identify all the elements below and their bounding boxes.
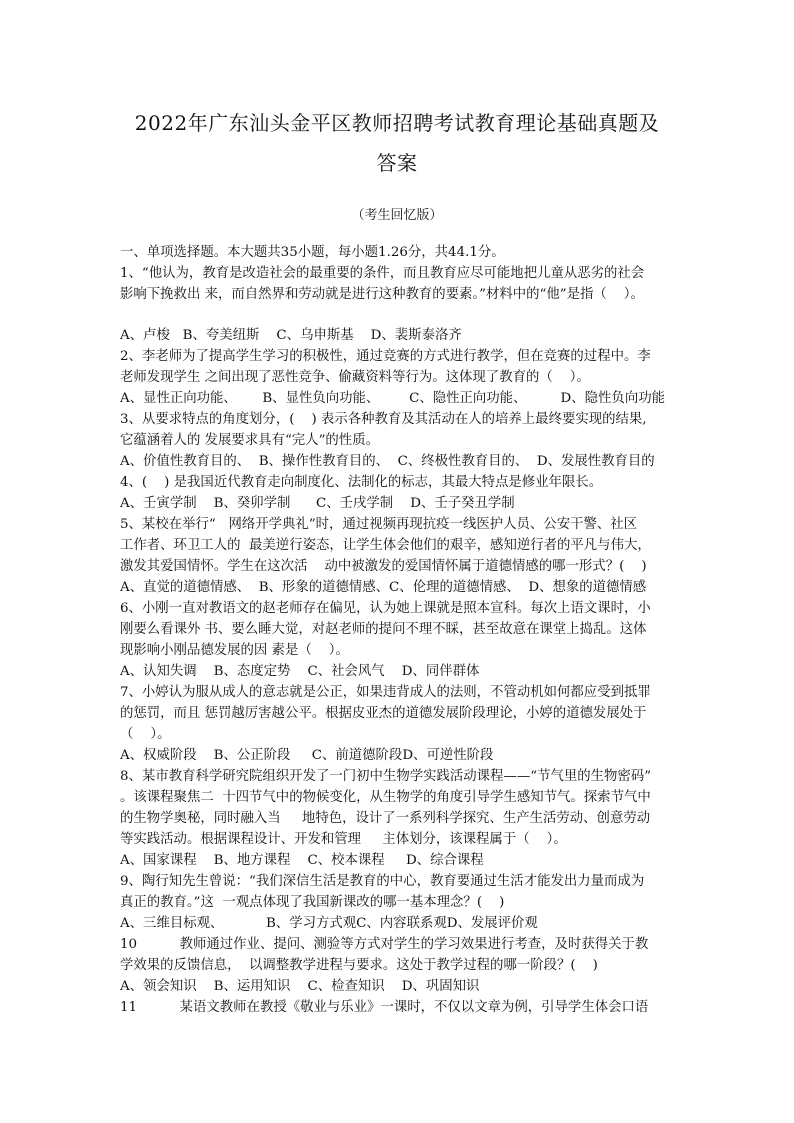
document-title-line-2: 答案 xyxy=(376,151,418,175)
question-9-options: A、三维目标观、 B、学习方式观C、内容联系观D、发展评价观 xyxy=(120,916,538,931)
question-10-text: 10 教师通过作业、提问、测验等方式对学生的学习效果进行考查，及时获得关于教 xyxy=(120,937,649,952)
question-5-text: 5、某校在举行“ 网络开学典礼”时，通过视频再现抗疫一线医护人员、公安干警、社区 xyxy=(120,517,638,532)
question-4-options: A、壬寅学制 B、癸卯学制 C、壬戌学制 D、壬子癸丑学制 xyxy=(120,496,515,511)
question-7-text: （ ）。 xyxy=(120,727,171,742)
question-11-text: 11 某语文教师在教授《敬业与乐业》一课时，不仅以文章为例，引导学生体会口语 xyxy=(120,1000,649,1015)
question-10-text: 学效果的反馈信息， 以调整教学进程与要求。这处于教学过程的哪一阶段？( ) xyxy=(120,958,598,973)
question-7-text: 7、小婷认为服从成人的意志就是公正，如果违背成人的法则，不管动机如何都应受到抵罪 xyxy=(120,685,651,700)
question-1-text: 1、“他认为，教育是改造社会的最重要的条件，而且教育应尽可能地把儿童从恶劣的社会 xyxy=(120,266,645,281)
question-6-text: 6、小刚一直对教语文的赵老师存在偏见，认为她上课就是照本宣科。每次上语文课时，小 xyxy=(120,601,651,616)
question-6-text: 刚要么看课外 书、要么睡大觉，对赵老师的提问不理不睬，甚至故意在课堂上捣乱。这体 xyxy=(120,622,647,637)
question-8-text: 8、某市教育科学研究院组织开发了一门初中生物学实践活动课程——“节气里的生物密码” xyxy=(120,769,652,784)
question-4-text: 4、( ) 是我国近代教育走向制度化、法制化的标志，其最大特点是修业年限长。 xyxy=(120,475,603,490)
question-3-text: 它蕴涵着人的 发展要求具有“完人”的性质。 xyxy=(120,433,379,448)
question-5-text: 激发其爱国情怀。学生在这次活 动中被激发的爱国情怀属于道德情感的哪一形式？( ) xyxy=(120,559,647,574)
question-1-text: 影响下挽救出 来，而自然界和劳动就是进行这种教育的要素。”材料中的“他”是指（ ）。 xyxy=(120,287,644,302)
question-1-options: A、卢梭 B、夸美纽斯 C、乌申斯基 D、裴斯泰洛齐 xyxy=(120,328,462,343)
question-5-text: 工作者、环卫工人的 最美逆行姿态，让学生体会他们的艰辛，感知逆行者的平凡与伟大， xyxy=(120,538,651,553)
question-8-text: 等实践活动。根据课程设计、开发和管理 主体划分，该课程属于（ ）。 xyxy=(120,832,567,847)
question-3-options: A、价值性教育目的、 B、操作性教育目的、 C、终极性教育目的、 D、发展性教育目的 xyxy=(120,454,655,469)
document-subtitle: （考生回忆版） xyxy=(351,208,443,223)
question-6-options: A、认知失调 B、态度定势 C、社会风气 D、同伴群体 xyxy=(120,664,480,679)
question-5-options: A、直觉的道德情感、 B、形象的道德情感、C、伦理的道德情感、 D、想象的道德情感 xyxy=(120,580,647,595)
question-7-text: 的惩罚，而且 惩罚越厉害越公平。根据皮亚杰的道德发展阶段理论，小婷的道德发展处于 xyxy=(120,706,647,721)
question-2-options: A、显性正向功能、 B、显性负向功能、 C、隐性正向功能、 D、隐性负向功能 xyxy=(120,391,665,406)
question-2-text: 老师发现学生 之间出现了恶性竞争、偷藏资料等行为。这体现了教育的（ ）。 xyxy=(120,370,590,385)
question-8-text: 的生物学奥秘，同时融入当 地特色，设计了一系列科学探究、生产生活劳动、创意劳动 xyxy=(120,811,651,826)
document-title-line-1: 2022年广东汕头金平区教师招聘考试教育理论基础真题及 xyxy=(134,111,660,135)
question-9-text: 真正的教育。”这 一观点体现了我国新课改的哪一基本理念？( ) xyxy=(120,895,505,910)
question-8-options: A、国家课程 B、地方课程 C、校本课程 D、综合课程 xyxy=(120,853,484,868)
question-10-options: A、领会知识 B、运用知识 C、检查知识 D、巩固知识 xyxy=(120,979,480,994)
question-2-text: 2、李老师为了提高学生学习的积极性，通过竞赛的方式进行教学，但在竞赛的过程中。李 xyxy=(120,349,651,364)
question-6-text: 现影响小刚品德发展的因 素是（ ）。 xyxy=(120,643,349,658)
question-7-options: A、权威阶段 B、公正阶段 C、前道德阶段D、可逆性阶段 xyxy=(120,748,494,763)
question-9-text: 9、陶行知先生曾说：“我们深信生活是教育的中心，教育要通过生活才能发出力量而成为 xyxy=(120,874,645,889)
question-8-text: 。该课程聚焦二 十四节气中的物候变化，从生物学的角度引导学生感知节气。探索节气中 xyxy=(120,790,651,805)
question-3-text: 3、从要求特点的角度划分，( ) 表示各种教育及其活动在人的培养上最终要实现的结果, xyxy=(120,412,647,427)
section-heading: 一、单项选择题。本大题共35小题，每小题1.26分，共44.1分。 xyxy=(120,245,505,260)
